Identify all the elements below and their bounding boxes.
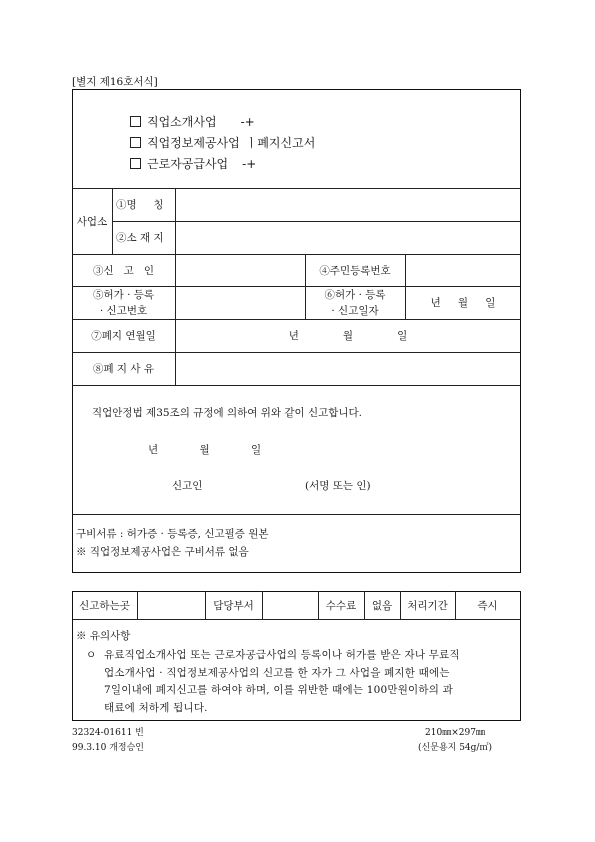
required-documents: 구비서류 : 허가증 · 등록증, 신고필증 원본 ※ 직업정보제공사업은 구비서류 없음 (76, 528, 269, 558)
permit-no-field[interactable] (176, 288, 304, 318)
fee-value: 없음 (371, 599, 393, 612)
permit-no-label: ⑤허가 · 등록 · 신고번호 (92, 289, 155, 317)
form-number: [별지 제16호서식] (72, 76, 158, 88)
resident-no-field[interactable] (406, 256, 519, 285)
address-label: ②소 재 지 (116, 232, 164, 244)
checkbox-icon (130, 116, 141, 127)
footer-right: 210㎜×297㎜ (신문용지 54g/㎡) (418, 728, 492, 753)
business-place-label: 사업소 (76, 215, 108, 228)
resident-no-label: ④주민등록번호 (319, 264, 391, 277)
checkbox-icon (130, 137, 141, 148)
declaration-text: 직업안정법 제35조의 규정에 의하여 위와 같이 신고합니다. (92, 407, 363, 419)
fee-label: 수수료 (325, 599, 357, 612)
closure-reason-label: ⑧폐 지 사 유 (92, 363, 155, 375)
notes-body: 유료직업소개사업 또는 근로자공급사업의 등록이나 허가를 받은 자나 무료직 업소개사업 · 직업정보제공사업의 신고를 한 자가 그 사업을 폐지한 때에는 7일이내에 폐지신고를 하여야 하며, 이를 위반한 때에는 100만원이하의 과 태료에 처하게 됩니다. (104, 649, 460, 714)
name-label: ①명 칭 (116, 199, 164, 211)
reporter-label: ③신 고 인 (93, 264, 154, 277)
closure-reason-field[interactable] (176, 354, 519, 384)
title-line-2: 직업정보제공사업 ㅣ폐지신고서 (130, 133, 315, 154)
declaration-reporter: 신고인 (172, 480, 203, 492)
closure-date-label: ⑦폐지 연월일 (91, 330, 156, 342)
notes-heading: ※ 유의사항 (76, 630, 131, 642)
checkbox-icon (130, 158, 141, 169)
signature-area[interactable]: (서명 또는 인) (305, 480, 371, 492)
title-line-1: 직업소개사업 -+ (130, 112, 315, 133)
period-value: 즉시 (477, 599, 498, 612)
permit-date-field[interactable]: 년 월 일 (430, 297, 496, 309)
address-field[interactable] (176, 223, 519, 253)
form-title (130, 112, 315, 175)
name-field[interactable] (176, 190, 519, 220)
submit-to-field[interactable] (138, 593, 204, 618)
submit-to-label: 신고하는곳 (79, 599, 130, 612)
title-line-3: 근로자공급사업 -+ (130, 154, 315, 175)
reporter-field[interactable] (176, 256, 304, 285)
permit-date-label: ⑥허가 · 등록 · 신고일자 (324, 289, 386, 317)
footer-left: 32324-01611 빈 99.3.10 개정승인 (72, 728, 144, 753)
dept-label: 담당부서 (213, 599, 254, 612)
declaration-date[interactable]: 년 월 일 (148, 444, 262, 456)
bullet-icon: ㅇ (86, 649, 97, 661)
dept-field[interactable] (263, 593, 317, 618)
closure-date-field[interactable]: 년 월 일 (288, 330, 408, 342)
period-label: 처리기간 (407, 599, 448, 612)
